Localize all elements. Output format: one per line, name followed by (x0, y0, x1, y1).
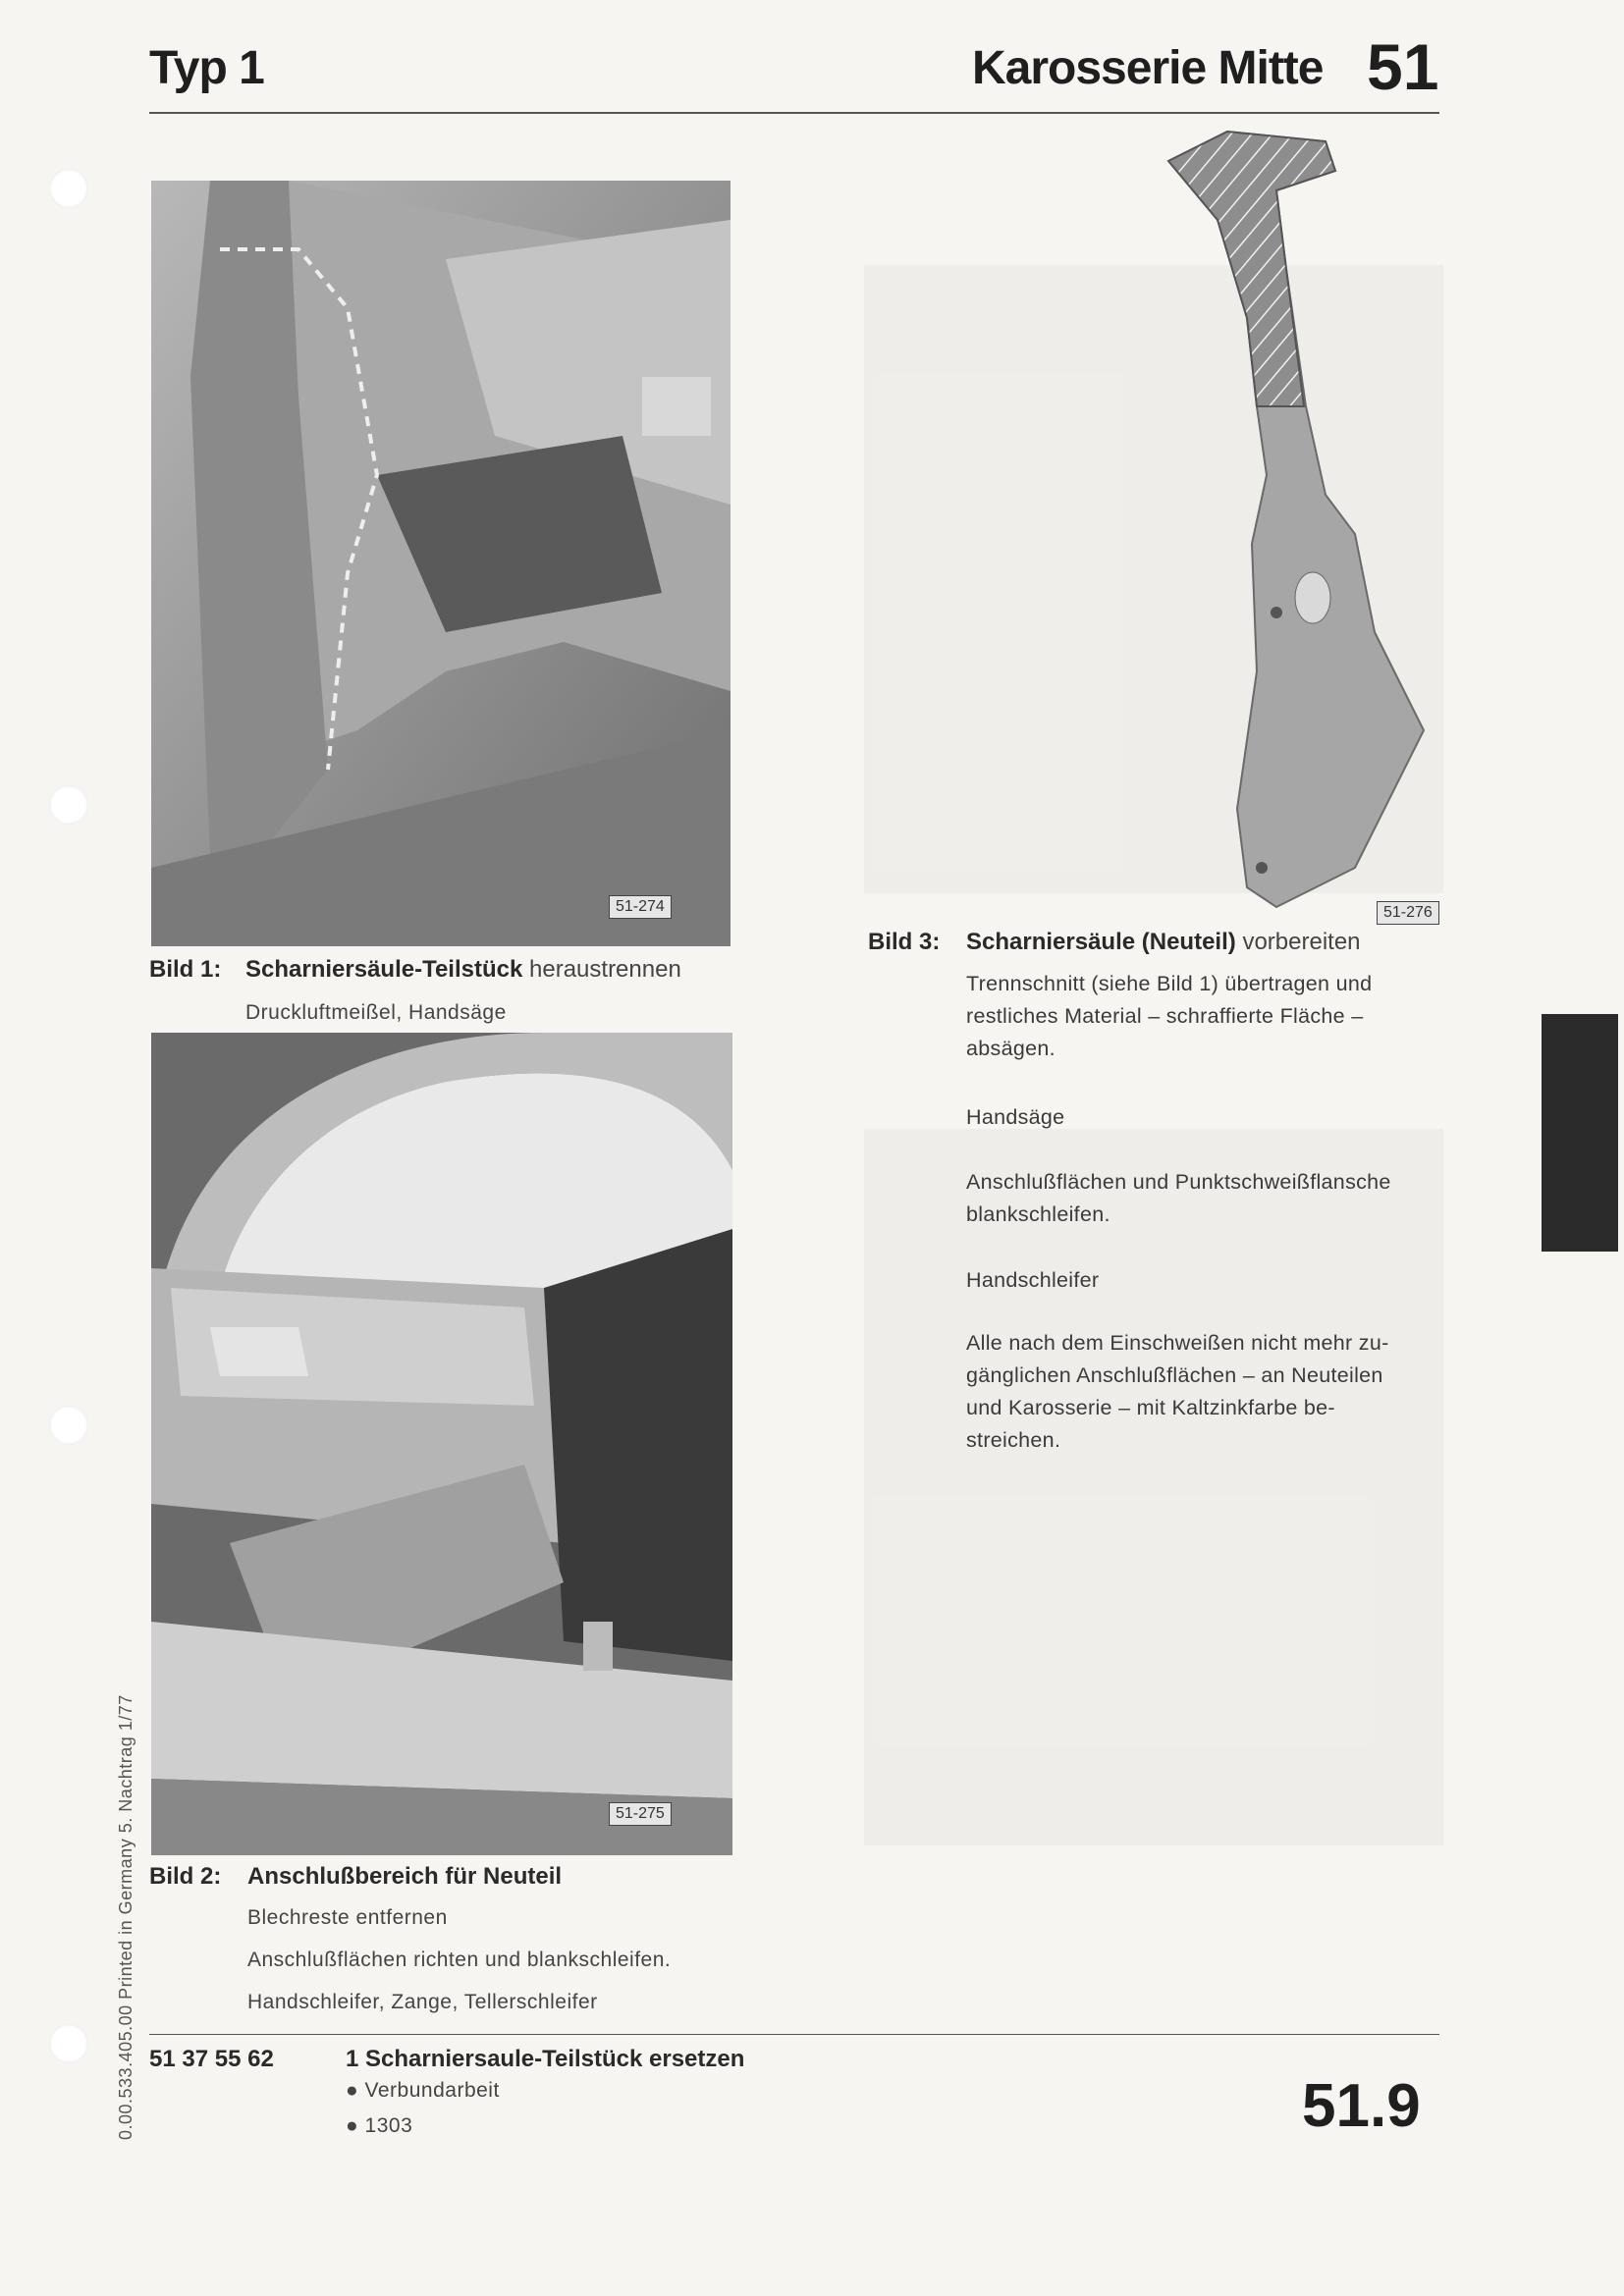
caption-title-bild-2: Anschlußbereich für Neuteil (247, 1863, 563, 1890)
footer-bullet-2 (346, 2114, 412, 2138)
instruction-line: Handsäge (966, 1105, 1065, 1129)
photo-bild-3-illustration (1159, 122, 1443, 927)
photo-bild-3 (1159, 122, 1443, 927)
footer-page-number: 51.9 (1302, 2072, 1421, 2140)
punch-hole-1 (49, 169, 88, 208)
instruction-paragraph-5 (966, 1327, 1477, 1457)
instruction-line: absägen. (966, 1037, 1056, 1060)
caption-label-bild-3: Bild 3: (868, 929, 941, 955)
header-page-group: 51 (1367, 30, 1439, 103)
photo-bild-2-illustration (151, 1033, 732, 1855)
photo-label-bild-1: 51-274 (609, 895, 672, 919)
instruction-line: gänglichen Anschlußflächen – an Neuteilen (966, 1363, 1383, 1387)
caption-line-bild-2-1: Blechreste entfernen (247, 1906, 448, 1929)
header-section-title: Karosserie Mitte (972, 42, 1324, 94)
instruction-line: Trennschnitt (siehe Bild 1) übertragen und (966, 972, 1373, 995)
caption-tools-bild-1: Druckluftmeißel, Handsäge (245, 1001, 507, 1024)
footer-rule (149, 2034, 1439, 2035)
footer-bullet-1 (346, 2079, 500, 2103)
instruction-line: Anschlußflächen und Punktschweißflansche (966, 1170, 1391, 1194)
caption-title-bild-1-main: Scharniersäule-Teilstück (245, 956, 523, 983)
photo-bild-1 (151, 181, 731, 946)
caption-title-bild-3-suffix: vorbereiten (1242, 929, 1361, 955)
instruction-paragraph-4 (966, 1264, 1477, 1297)
punch-hole-2 (49, 785, 88, 825)
footer-bullet-1-text: Verbundarbeit (364, 2079, 500, 2102)
footer-operation-code: 51 37 55 62 (149, 2046, 274, 2072)
caption-title-bild-1 (245, 956, 681, 984)
footer-bullet-2-text: 1303 (364, 2114, 413, 2137)
photo-label-bild-3: 51-276 (1377, 901, 1439, 925)
caption-label-bild-1: Bild 1: (149, 956, 222, 983)
instruction-paragraph-2 (966, 1101, 1477, 1134)
header-type-title: Typ 1 (149, 42, 264, 94)
bullet-dot-icon: ● (346, 2114, 359, 2137)
photo-label-bild-2: 51-275 (609, 1802, 672, 1826)
punch-hole-4 (49, 2024, 88, 2063)
instruction-line: restliches Material – schraffierte Fläche – (966, 1004, 1364, 1028)
photo-bild-1-illustration (151, 181, 731, 946)
instruction-line: Handschleifer (966, 1268, 1100, 1292)
caption-line-bild-2-2: Anschlußflächen richten und blankschleifen. (247, 1949, 672, 1971)
show-through-shade (864, 1129, 1443, 1845)
punch-hole-3 (49, 1406, 88, 1445)
instruction-line: streichen. (966, 1428, 1061, 1452)
caption-line-bild-2-3: Handschleifer, Zange, Tellerschleifer (247, 1991, 598, 2013)
caption-title-bild-3-main: Scharniersäule (Neuteil) (966, 929, 1236, 955)
caption-title-bild-3 (966, 929, 1361, 956)
section-index-tab (1542, 1014, 1618, 1252)
caption-label-bild-2: Bild 2: (149, 1863, 222, 1890)
footer-operation-title: 1 Scharniersaule-Teilstück ersetzen (346, 2046, 745, 2072)
instruction-line: blankschleifen. (966, 1202, 1110, 1226)
photo-bild-2 (151, 1033, 732, 1855)
print-info-vertical: 0.00.533.405.00 Printed in Germany 5. Nachtrag 1/77 (116, 1694, 135, 2140)
instruction-line: Alle nach dem Einschweißen nicht mehr zu- (966, 1331, 1389, 1355)
instruction-paragraph-3 (966, 1166, 1477, 1231)
instruction-paragraph-1 (966, 968, 1477, 1065)
caption-title-bild-1-suffix: heraustrennen (529, 956, 681, 983)
instruction-line: und Karosserie – mit Kaltzinkfarbe be- (966, 1396, 1335, 1419)
header-rule (149, 112, 1439, 114)
bullet-dot-icon: ● (346, 2079, 359, 2102)
